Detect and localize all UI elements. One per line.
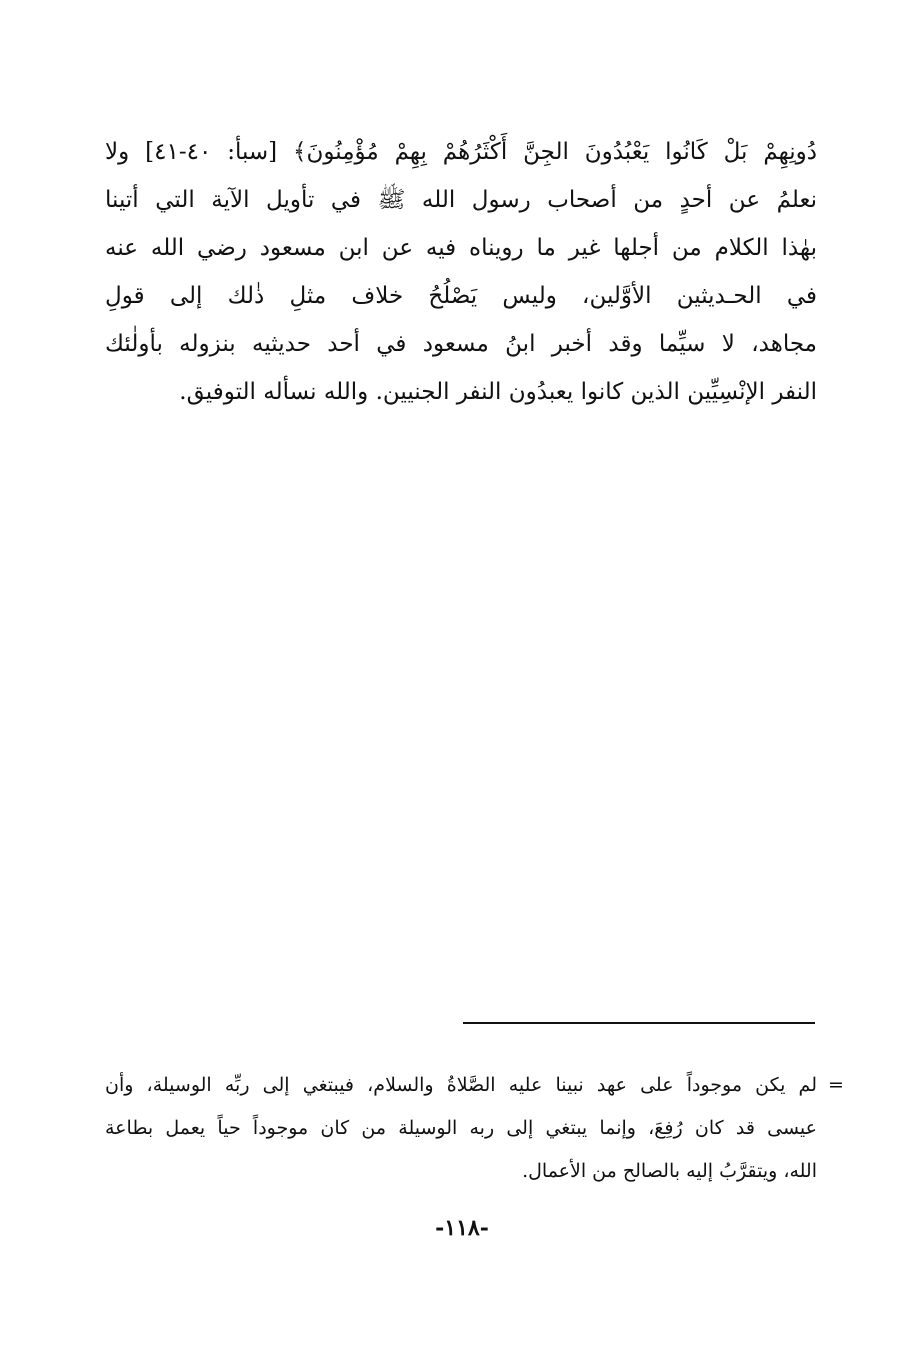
page-number: -١١٨- [435, 1215, 489, 1241]
footnote-block [105, 1064, 845, 1193]
footnote-line: الله، ويتقرَّبُ إليه بالصالح من الأعمال. [522, 1160, 817, 1182]
main-text-line: مجاهد، لا سيِّما وقد أخبر ابنُ مسعود في أحد حديثيه بنزوله بأولٰئك [105, 331, 817, 357]
main-text-line: في الحـديثين الأوَّلين، وليس يَصْلُحُ خلاف مثلِ ذٰلك إلى قولِ [105, 283, 817, 309]
main-text-line: بهٰذا الكلام من أجلها غير ما رويناه فيه عن ابن مسعود رضي الله عنه [105, 235, 817, 261]
main-text-block [105, 128, 817, 416]
footnote-divider [463, 1022, 815, 1024]
main-text-line: النفر الإنْسِيِّين الذين كانوا يعبدُون النفر الجنيين. والله نسأله التوفيق. [179, 379, 817, 405]
footnote-line: لم يكن موجوداً على عهد نبينا عليه الصَّلاةُ والسلام، فيبتغي إلى ربِّه الوسيلة، وأن [105, 1074, 817, 1096]
footnote-continuation-marker: = [828, 1074, 844, 1096]
footnote-body [105, 1064, 817, 1193]
footnote-line: عيسى قد كان رُفِعَ، وإنما يبتغي إلى ربه الوسيلة من كان موجوداً حياً يعمل بطاعة [105, 1117, 817, 1139]
main-text-line: نعلمُ عن أحدٍ من أصحاب رسول الله ﷺ في تأويل الآية التي أتينا [105, 187, 817, 213]
main-text-line: دُونِهِمْ بَلْ كَانُوا يَعْبُدُونَ الجِنَّ أَكْثَرُهُمْ بِهِمْ مُؤْمِنُونَ﴾ [سبأ: ٤٠-٤١] ولا [105, 139, 817, 165]
footnote-row [105, 1064, 845, 1193]
